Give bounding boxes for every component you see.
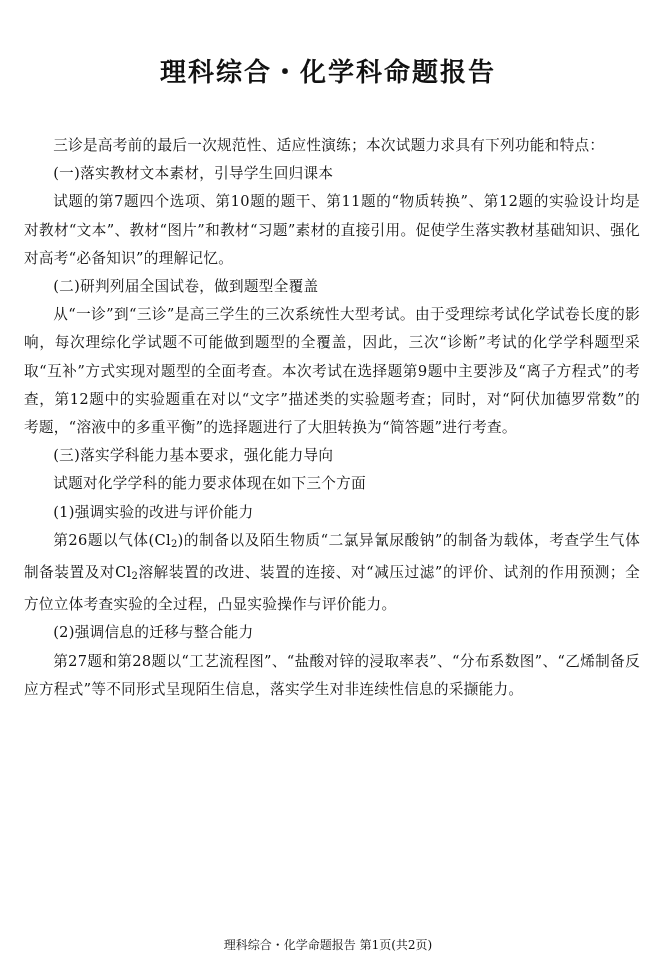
section-1-paragraph: 试题的第7题四个选项、第10题的题干、第11题的“物质转换”、第12题的实验设计均是对教材“文本”、教材“图片”和教材“习题”素材的直接引用。促使学生落实教材基础知识、强化对高考“必备知识”的理解记忆。 <box>24 193 640 267</box>
subscript: 2 <box>170 538 178 550</box>
section-2-paragraph: 从“一诊”到“三诊”是高三学生的三次系统性大型考试。由于受理综考试化学试卷长度的影响，每次理综化学试题不可能做到题型的全覆盖，因此，三次“诊断”考试的化学学科题型采取“互补”方式实现对题型的全面考查。本次考试在选择题第9题中主要涉及“离子方程式”的考查，第12题中的实验题重在对以“文字”描述类的实验题考查；同时，对“阿伏加德罗常数”的考题，“溶液中的多重平衡”的选择题进行了大胆转换为“简答题”进行考查。 <box>24 306 640 437</box>
page-footer: 理科综合・化学命题报告 第1页(共2页) <box>223 938 433 952</box>
subscript: 2 <box>131 571 139 583</box>
subsection-heading-2: (2)强调信息的迁移与整合能力 <box>53 624 254 642</box>
section-heading-2: (二)研判列届全国试卷，做到题型全覆盖 <box>53 278 319 296</box>
section-heading-3: (三)落实学科能力基本要求，强化能力导向 <box>53 447 334 465</box>
document-body <box>24 132 640 704</box>
text-segment: 溶解装置的改进、装置的连接、对“减压过滤”的评价、试剂的作用预测；全方位立体考查实验的全过程，凸显实验操作与评价能力。 <box>24 564 641 614</box>
intro-paragraph: 三诊是高考前的最后一次规范性、适应性演练；本次试题力求具有下列功能和特点： <box>53 137 605 154</box>
subsection-2-paragraph: 第27题和第28题以“工艺流程图”、“盐酸对锌的浸取率表”、“分布系数图”、“乙烯制备反应方程式”等不同形式呈现陌生信息，落实学生对非连续性信息的采撷能力。 <box>24 652 640 698</box>
subsection-heading-1: (1)强调实验的改进与评价能力 <box>53 503 254 521</box>
section-3-paragraph: 试题对化学学科的能力要求体现在如下三个方面 <box>53 475 366 493</box>
text-segment: )的制备以及陌生物质“二氯异氰尿酸钠”的制备为载体，考查学生气体制备装置及对Cl <box>24 531 640 582</box>
subsection-1-paragraph <box>24 527 640 620</box>
section-heading-1: (一)落实教材文本素材，引导学生回归课本 <box>53 165 334 183</box>
text-segment: 第26题以气体(Cl <box>53 531 171 549</box>
page-title: 理科综合・化学科命题报告 <box>159 58 496 88</box>
